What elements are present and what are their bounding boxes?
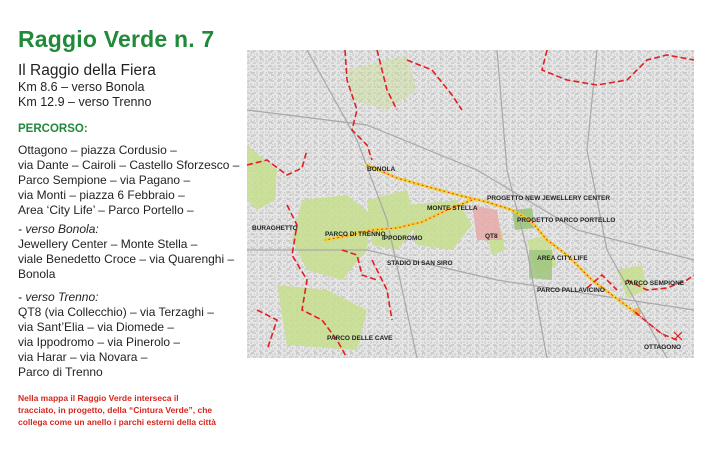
label-parco-sempione: PARCO SEMPIONE — [625, 280, 685, 287]
trenno-heading: - verso Trenno: — [18, 290, 99, 304]
note-line: collega come un anello i parchi esterni della città — [18, 417, 216, 427]
label-portello: PROGETTO PARCO PORTELLO — [517, 217, 616, 224]
route-line: Parco Sempione – via Pagano – — [18, 173, 191, 187]
route-line: Bonola — [18, 267, 56, 281]
label-city-life: AREA CITY LIFE — [537, 255, 588, 262]
page-title: Raggio Verde n. 7 — [18, 26, 215, 52]
route-line: viale Benedetto Croce – via Quarenghi – — [18, 252, 235, 266]
label-bonola: BONOLA — [367, 166, 396, 173]
percorso-heading: PERCORSO: — [18, 123, 88, 135]
route-line: Ottagono – piazza Cordusio – — [18, 143, 177, 157]
label-trenno: PARCO DI TRENNO — [325, 231, 386, 238]
route-line: QT8 (via Collecchio) – via Terzaghi – — [18, 305, 214, 319]
route-map — [247, 50, 694, 358]
label-buraghetto: BURAGHETTO — [252, 225, 298, 232]
bonola-heading: - verso Bonola: — [18, 222, 99, 236]
route-line: Area ‘City Life’ – Parco Portello – — [18, 203, 194, 217]
route-line: via Ippodromo – via Pinerolo – — [18, 335, 181, 349]
label-qt8: QT8 — [485, 233, 498, 240]
route-line: via Harar – via Novara – — [18, 350, 148, 364]
label-ottagono: OTTAGONO — [644, 344, 682, 351]
page-subtitle: Il Raggio della Fiera — [18, 62, 156, 79]
route-bonola — [18, 222, 234, 282]
label-ippodromo: IPPODROMO — [382, 235, 423, 242]
label-cave: PARCO DELLE CAVE — [327, 335, 393, 342]
note-line: tracciato, in progetto, della “Cintura Verde”, che — [18, 405, 213, 415]
km-bonola: Km 8.6 – verso Bonola — [18, 80, 145, 94]
route-line: via Monti – piazza 6 Febbraio – — [18, 188, 185, 202]
note-line: Nella mappa il Raggio Verde interseca il — [18, 393, 179, 403]
label-monte-stella: MONTE STELLA — [427, 205, 478, 212]
map-note — [18, 392, 216, 428]
label-jewellery: PROGETTO NEW JEWELLERY CENTER — [487, 195, 611, 202]
km-trenno: Km 12.9 – verso Trenno — [18, 95, 152, 109]
route-main — [18, 143, 239, 218]
route-trenno — [18, 290, 214, 380]
label-san-siro: STADIO DI SAN SIRO — [387, 260, 453, 267]
route-line: via Dante – Cairoli – Castello Sforzesco – — [18, 158, 240, 172]
label-pallavicino: PARCO PALLAVICINO — [537, 287, 605, 294]
route-line: Parco di Trenno — [18, 365, 103, 379]
route-line: via Sant’Elia – via Diomede – — [18, 320, 175, 334]
route-line: Jewellery Center – Monte Stella – — [18, 237, 198, 251]
